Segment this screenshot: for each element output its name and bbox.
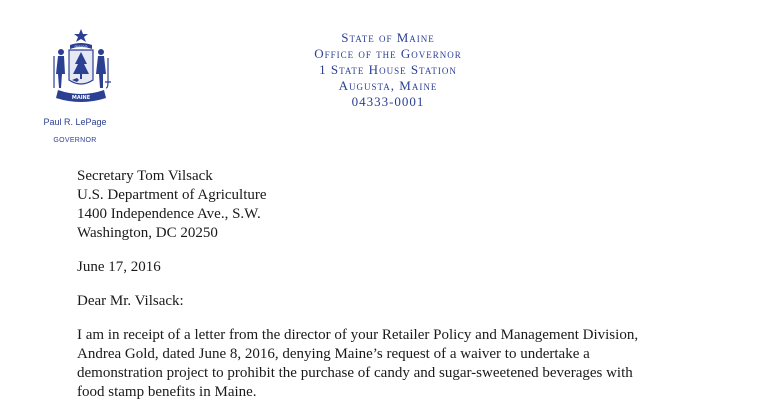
paragraph-line: Andrea Gold, dated June 8, 2016, denying Maine’s request of a waiver to undertake a (77, 346, 590, 362)
paragraph-line: demonstration project to prohibit the purchase of candy and sugar-sweetened beverages with (77, 365, 633, 381)
sender-block (20, 117, 130, 146)
recipient-line: Secretary Tom Vilsack (77, 168, 213, 184)
paragraph-line: I am in receipt of a letter from the director of your Retailer Policy and Management Division, (77, 327, 639, 343)
recipient-line: 1400 Independence Ave., S.W. (77, 206, 261, 222)
paragraph-line: food stamp benefits in Maine. (77, 384, 257, 400)
letter-body (77, 167, 757, 402)
recipient-line: U.S. Department of Agriculture (77, 187, 267, 203)
letterhead-zip: 04333-0001 (351, 94, 425, 109)
svg-text:DIRIGO: DIRIGO (74, 45, 88, 49)
letterhead (280, 30, 496, 110)
sender-title: GOVERNOR (53, 137, 97, 144)
letterhead-city: Augusta, Maine (338, 78, 438, 93)
salutation: Dear Mr. Vilsack: (77, 293, 184, 309)
letterhead-state: State of Maine (341, 30, 435, 45)
sender-name: Paul R. LePage (43, 117, 107, 127)
svg-text:MAINE: MAINE (71, 95, 91, 101)
letter-date: June 17, 2016 (77, 259, 161, 275)
letterhead-station: 1 State House Station (319, 62, 457, 77)
body-paragraph (77, 326, 757, 402)
letterhead-office: Office of the Governor (314, 46, 462, 61)
state-of-maine-seal-icon (50, 28, 112, 108)
recipient-line: Washington, DC 20250 (77, 225, 218, 241)
recipient-address (77, 167, 757, 243)
